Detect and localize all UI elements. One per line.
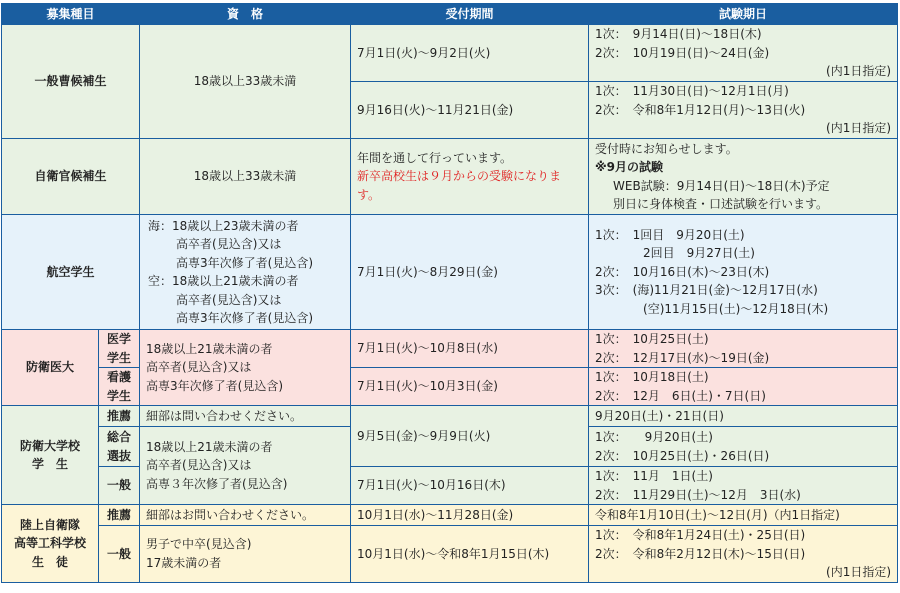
- period-line: 年間を通して行っています。: [357, 150, 513, 165]
- subcategory-igaku: [99, 330, 140, 368]
- exam-rikujo-ippan: [589, 526, 898, 583]
- sub-line: 看護: [107, 370, 132, 384]
- qual-line: 男子で中卒(見込含): [146, 537, 252, 552]
- exam-line: 2次： 11月29日(土)〜12月 3日(水): [595, 487, 801, 502]
- period-ippan-1: 7月1日(火)〜9月2日(火): [351, 25, 589, 82]
- sub-line: 総合: [107, 430, 132, 444]
- exam-line: WEB試験：9月14日(日)〜18日(木)予定: [613, 178, 830, 193]
- table-row: [2, 215, 898, 330]
- period-boeidai-shared: 9月5日(金)〜9月9日(火): [351, 406, 589, 467]
- subcategory-sogo: [99, 427, 140, 467]
- subcategory-rikujo-suisen: 推薦: [99, 505, 140, 526]
- period-note-red: す。: [357, 187, 381, 202]
- category-jieikan: 自衛官候補生: [2, 139, 140, 215]
- qual-line: 高専3年次修了者(見込含): [176, 311, 314, 325]
- category-line: 学 生: [31, 457, 68, 471]
- exam-line: 別日に身体検査・口述試験を行います。: [613, 197, 829, 211]
- exam-line: 1次： 9月14日(日)〜18日(木): [595, 27, 762, 42]
- table-row: [2, 505, 898, 526]
- exam-line: 2次： 令和8年2月12日(木)〜15日(日): [595, 546, 806, 561]
- exam-note: (内1日指定): [826, 64, 892, 79]
- period-boeidai-ippan: 7月1日(火)〜10月16日(木): [351, 467, 589, 505]
- category-line: 高等工科学校: [13, 536, 86, 550]
- exam-line: 1次： 11月 1日(土): [595, 469, 713, 483]
- qual-line: 高卒者(見込含)又は: [146, 360, 252, 375]
- table-row: [2, 526, 898, 583]
- exam-ippan-2: [589, 82, 898, 139]
- qual-line: 高専3年次修了者(見込含): [146, 378, 284, 393]
- period-rikujo-suisen: 10月1日(水)〜11月28日(金): [351, 505, 589, 526]
- header-exam-date: 試験期日: [589, 4, 898, 25]
- exam-rikujo-suisen: 令和8年1月10日(土)〜12日(月)（内1日指定): [589, 505, 898, 526]
- qualification-ippan: 18歳以上33歳未満: [140, 25, 351, 139]
- exam-suisen: 9月20日(土)・21日(日): [589, 406, 898, 427]
- exam-line: 受付時にお知らせします。: [595, 141, 738, 156]
- exam-line: 1次： 1回目 9月20日(土): [595, 227, 745, 242]
- period-jieikan: [351, 139, 589, 215]
- table-row: [2, 467, 898, 505]
- exam-jieikan: [589, 139, 898, 215]
- period-kango: 7月1日(火)〜10月3日(金): [351, 368, 589, 406]
- qual-line: 高専3年次修了者(見込含): [176, 255, 314, 270]
- table-row: [2, 330, 898, 368]
- qual-line: 18歳以上21歳未満の者: [146, 341, 273, 356]
- category-line: 防衛大学校: [19, 438, 80, 453]
- subcategory-rikujo-ippan: 一般: [99, 526, 140, 583]
- qual-line: 高卒者(見込含)又は: [176, 237, 282, 251]
- category-line: 生 徒: [31, 554, 68, 569]
- exam-line: 2次： 12月17日(水)〜19日(金): [595, 350, 770, 365]
- exam-line: ※9月の試験: [595, 160, 664, 174]
- period-rikujo-ippan: 10月1日(水)〜令和8年1月15日(木): [351, 526, 589, 583]
- period-ippan-2: 9月16日(火)〜11月21日(金): [351, 82, 589, 139]
- sub-line: 医学: [107, 332, 132, 346]
- exam-line: 1次： 10月25日(土): [595, 332, 709, 346]
- qual-line: 空：18歳以上21歳未満の者: [148, 274, 299, 288]
- exam-line: 1次： 9月20日(土): [595, 430, 713, 444]
- exam-kango: [589, 368, 898, 406]
- exam-line: 2次： 10月25日(土)・26日(日): [595, 448, 770, 463]
- qual-line: 高卒者(見込含)又は: [176, 292, 282, 307]
- exam-boeidai-ippan: [589, 467, 898, 505]
- qualification-rikujo-suisen: 細部はお問い合わせください。: [140, 505, 351, 526]
- table-row: [2, 139, 898, 215]
- exam-note: (内1日指定): [826, 121, 892, 136]
- table-row: [2, 406, 898, 427]
- exam-note: (内1日指定): [826, 565, 892, 579]
- subcategory-kango: [99, 368, 140, 406]
- exam-line: 2次： 令和8年1月12日(月)〜13日(火): [595, 102, 806, 117]
- category-ippan: 一般曹候補生: [2, 25, 140, 139]
- qualification-boeiidai: [140, 330, 351, 406]
- qual-line: 海：18歳以上23歳未満の者: [148, 218, 299, 233]
- exam-line: 2次： 10月16日(木)〜23日(木): [595, 264, 770, 279]
- qualification-rikujo-ippan: [140, 526, 351, 583]
- period-note-red: 新卒高校生は９月からの受験になりま: [357, 169, 562, 184]
- qual-line: 18歳以上21歳未満の者: [146, 439, 273, 454]
- exam-igaku: [589, 330, 898, 368]
- qualification-jieikan: 18歳以上33歳未満: [140, 139, 351, 215]
- header-category: 募集種目: [2, 4, 140, 25]
- exam-line: 1次： 10月18日(土): [595, 370, 709, 384]
- exam-sogo: [589, 427, 898, 467]
- sub-line: 選抜: [107, 448, 132, 463]
- period-igaku: 7月1日(火)〜10月8日(水): [351, 330, 589, 368]
- period-koku: 7月1日(火)〜8月29日(金): [351, 215, 589, 330]
- recruit-schedule-table: [1, 3, 898, 583]
- exam-line: 1次： 令和8年1月24日(土)・25日(日): [595, 528, 806, 542]
- qual-line: 高専３年次修了者(見込含): [146, 476, 288, 491]
- header-period: 受付期間: [351, 4, 589, 25]
- exam-koku: [589, 215, 898, 330]
- exam-ippan-1: [589, 25, 898, 82]
- subcategory-suisen: 推薦: [99, 406, 140, 427]
- sub-line: 学生: [107, 350, 132, 365]
- qual-line: 高卒者(見込含)又は: [146, 458, 252, 473]
- category-line: 陸上自衛隊: [19, 517, 80, 532]
- table-header-row: [2, 4, 898, 25]
- category-boeiidai: 防衛医大: [2, 330, 99, 406]
- sub-line: 学生: [107, 388, 132, 403]
- exam-line: 2回目 9月27日(土): [643, 246, 755, 261]
- qualification-koku: [140, 215, 351, 330]
- table-row: [2, 25, 898, 82]
- exam-line: 1次： 11月30日(日)〜12月1日(月): [595, 84, 789, 99]
- subcategory-boeidai-ippan: 一般: [99, 467, 140, 505]
- exam-line: 2次： 12月 6日(土)・7日(日): [595, 388, 766, 403]
- exam-line: 2次： 10月19日(日)〜24日(金): [595, 45, 770, 60]
- header-qualification: 資 格: [140, 4, 351, 25]
- category-boeidai: [2, 406, 99, 505]
- exam-line: 3次： (海)11月21日(金)〜12月17日(水): [595, 283, 818, 298]
- table-row: [2, 368, 898, 406]
- qual-line: 17歳未満の者: [146, 555, 222, 570]
- qualification-suisen: 細部は問い合わせください。: [140, 406, 351, 427]
- qualification-boeidai: [140, 427, 351, 505]
- exam-line: (空)11月15日(土)〜12月18日(木): [643, 301, 829, 316]
- category-koku: 航空学生: [2, 215, 140, 330]
- category-rikujo: [2, 505, 99, 583]
